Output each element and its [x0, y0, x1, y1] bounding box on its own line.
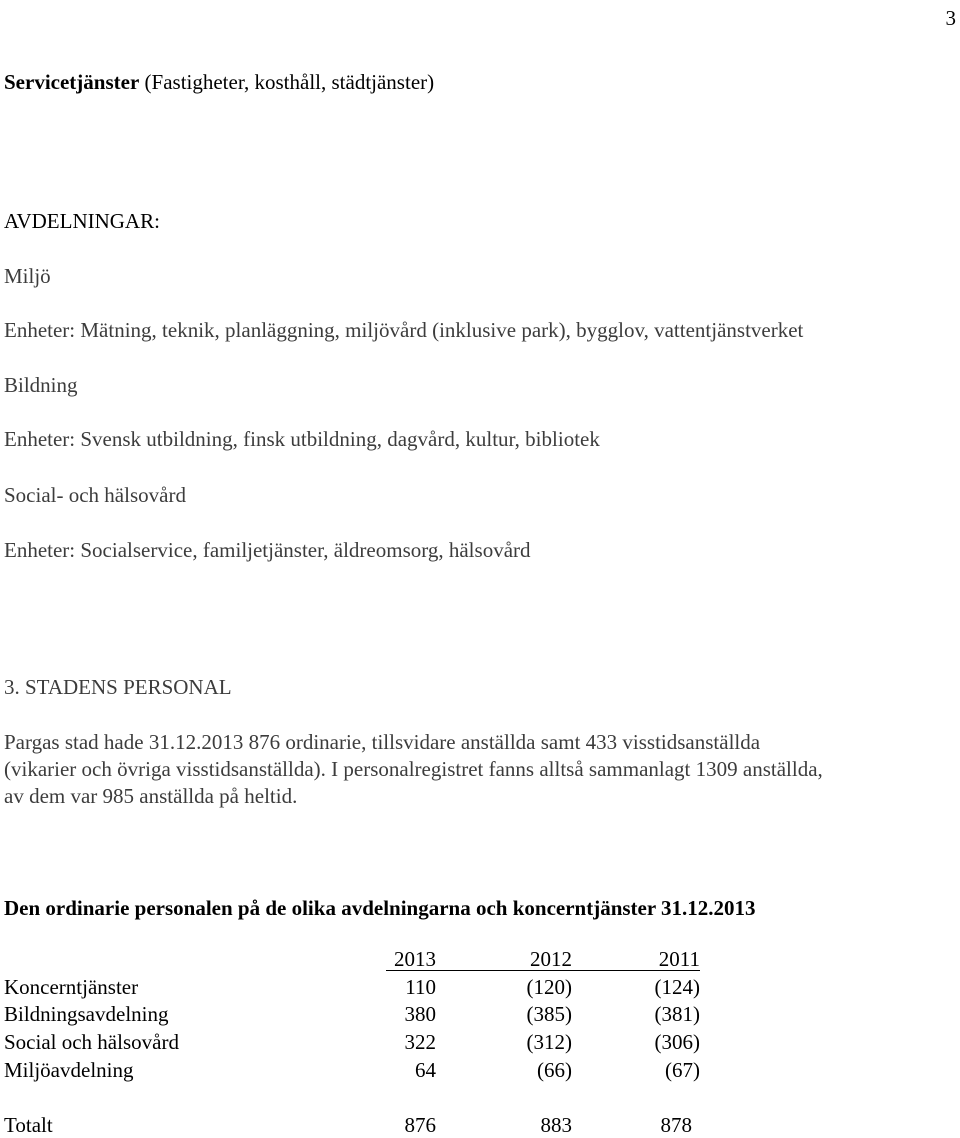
header-year-2012: 2012	[530, 947, 572, 971]
heading-bold: Servicetjänster	[4, 70, 140, 94]
total-value-2011: 878	[660, 1113, 692, 1137]
personal-paragraph-line: Pargas stad hade 31.12.2013 876 ordinarie, tillsvidare anställda samt 433 visstidsanställda	[4, 730, 761, 754]
table-row	[0, 1057, 960, 1083]
total-value-2012: 883	[540, 1113, 572, 1137]
table-row	[0, 1029, 960, 1055]
personal-heading: 3. STADENS PERSONAL	[4, 675, 232, 699]
header-underline	[386, 970, 700, 971]
row-label: Miljöavdelning	[4, 1058, 134, 1082]
header-year-2011: 2011	[658, 947, 700, 971]
row-value-2011: (381)	[654, 1002, 700, 1026]
heading-rest: (Fastigheter, kosthåll, städtjänster)	[144, 70, 435, 94]
row-label: Koncerntjänster	[4, 975, 139, 999]
document-heading	[4, 70, 434, 94]
personal-paragraph-line: (vikarier och övriga visstidsanställda). I personalregistret fanns alltså sammanlagt 1309 anställda,	[4, 757, 823, 781]
section-name-miljo: Miljö	[4, 264, 51, 288]
row-value-2011: (124)	[654, 975, 700, 999]
table-header-row	[0, 946, 960, 972]
header-year-2013: 2013	[394, 947, 436, 971]
table-title: Den ordinarie personalen på de olika avdelningarna och koncerntjänster 31.12.2013	[4, 896, 756, 920]
avdelningar-title: AVDELNINGAR:	[4, 209, 160, 233]
row-value-2012: (385)	[526, 1002, 572, 1026]
section-units-miljo: Enheter: Mätning, teknik, planläggning, miljövård (inklusive park), bygglov, vattentjänstverket	[4, 318, 804, 342]
row-value-2012: (66)	[537, 1058, 572, 1082]
table-total-row	[0, 1112, 960, 1138]
section-units-social: Enheter: Socialservice, familjetjänster, äldreomsorg, hälsovård	[4, 538, 531, 562]
row-value-2013: 64	[415, 1058, 436, 1082]
section-name-social: Social- och hälsovård	[4, 483, 186, 507]
section-name-bildning: Bildning	[4, 373, 78, 397]
total-label: Totalt	[4, 1113, 53, 1137]
table-row	[0, 974, 960, 1000]
row-label: Social och hälsovård	[4, 1030, 179, 1054]
personal-paragraph-line: av dem var 985 anställda på heltid.	[4, 784, 298, 808]
row-value-2011: (306)	[654, 1030, 700, 1054]
row-value-2013: 322	[404, 1030, 436, 1054]
row-label: Bildningsavdelning	[4, 1002, 169, 1026]
total-value-2013: 876	[404, 1113, 436, 1137]
row-value-2012: (312)	[526, 1030, 572, 1054]
row-value-2013: 110	[405, 975, 436, 999]
row-value-2012: (120)	[526, 975, 572, 999]
page-number: 3	[945, 6, 956, 30]
row-value-2011: (67)	[665, 1058, 700, 1082]
row-value-2013: 380	[404, 1002, 436, 1026]
table-row	[0, 1001, 960, 1027]
section-units-bildning: Enheter: Svensk utbildning, finsk utbildning, dagvård, kultur, bibliotek	[4, 427, 600, 451]
